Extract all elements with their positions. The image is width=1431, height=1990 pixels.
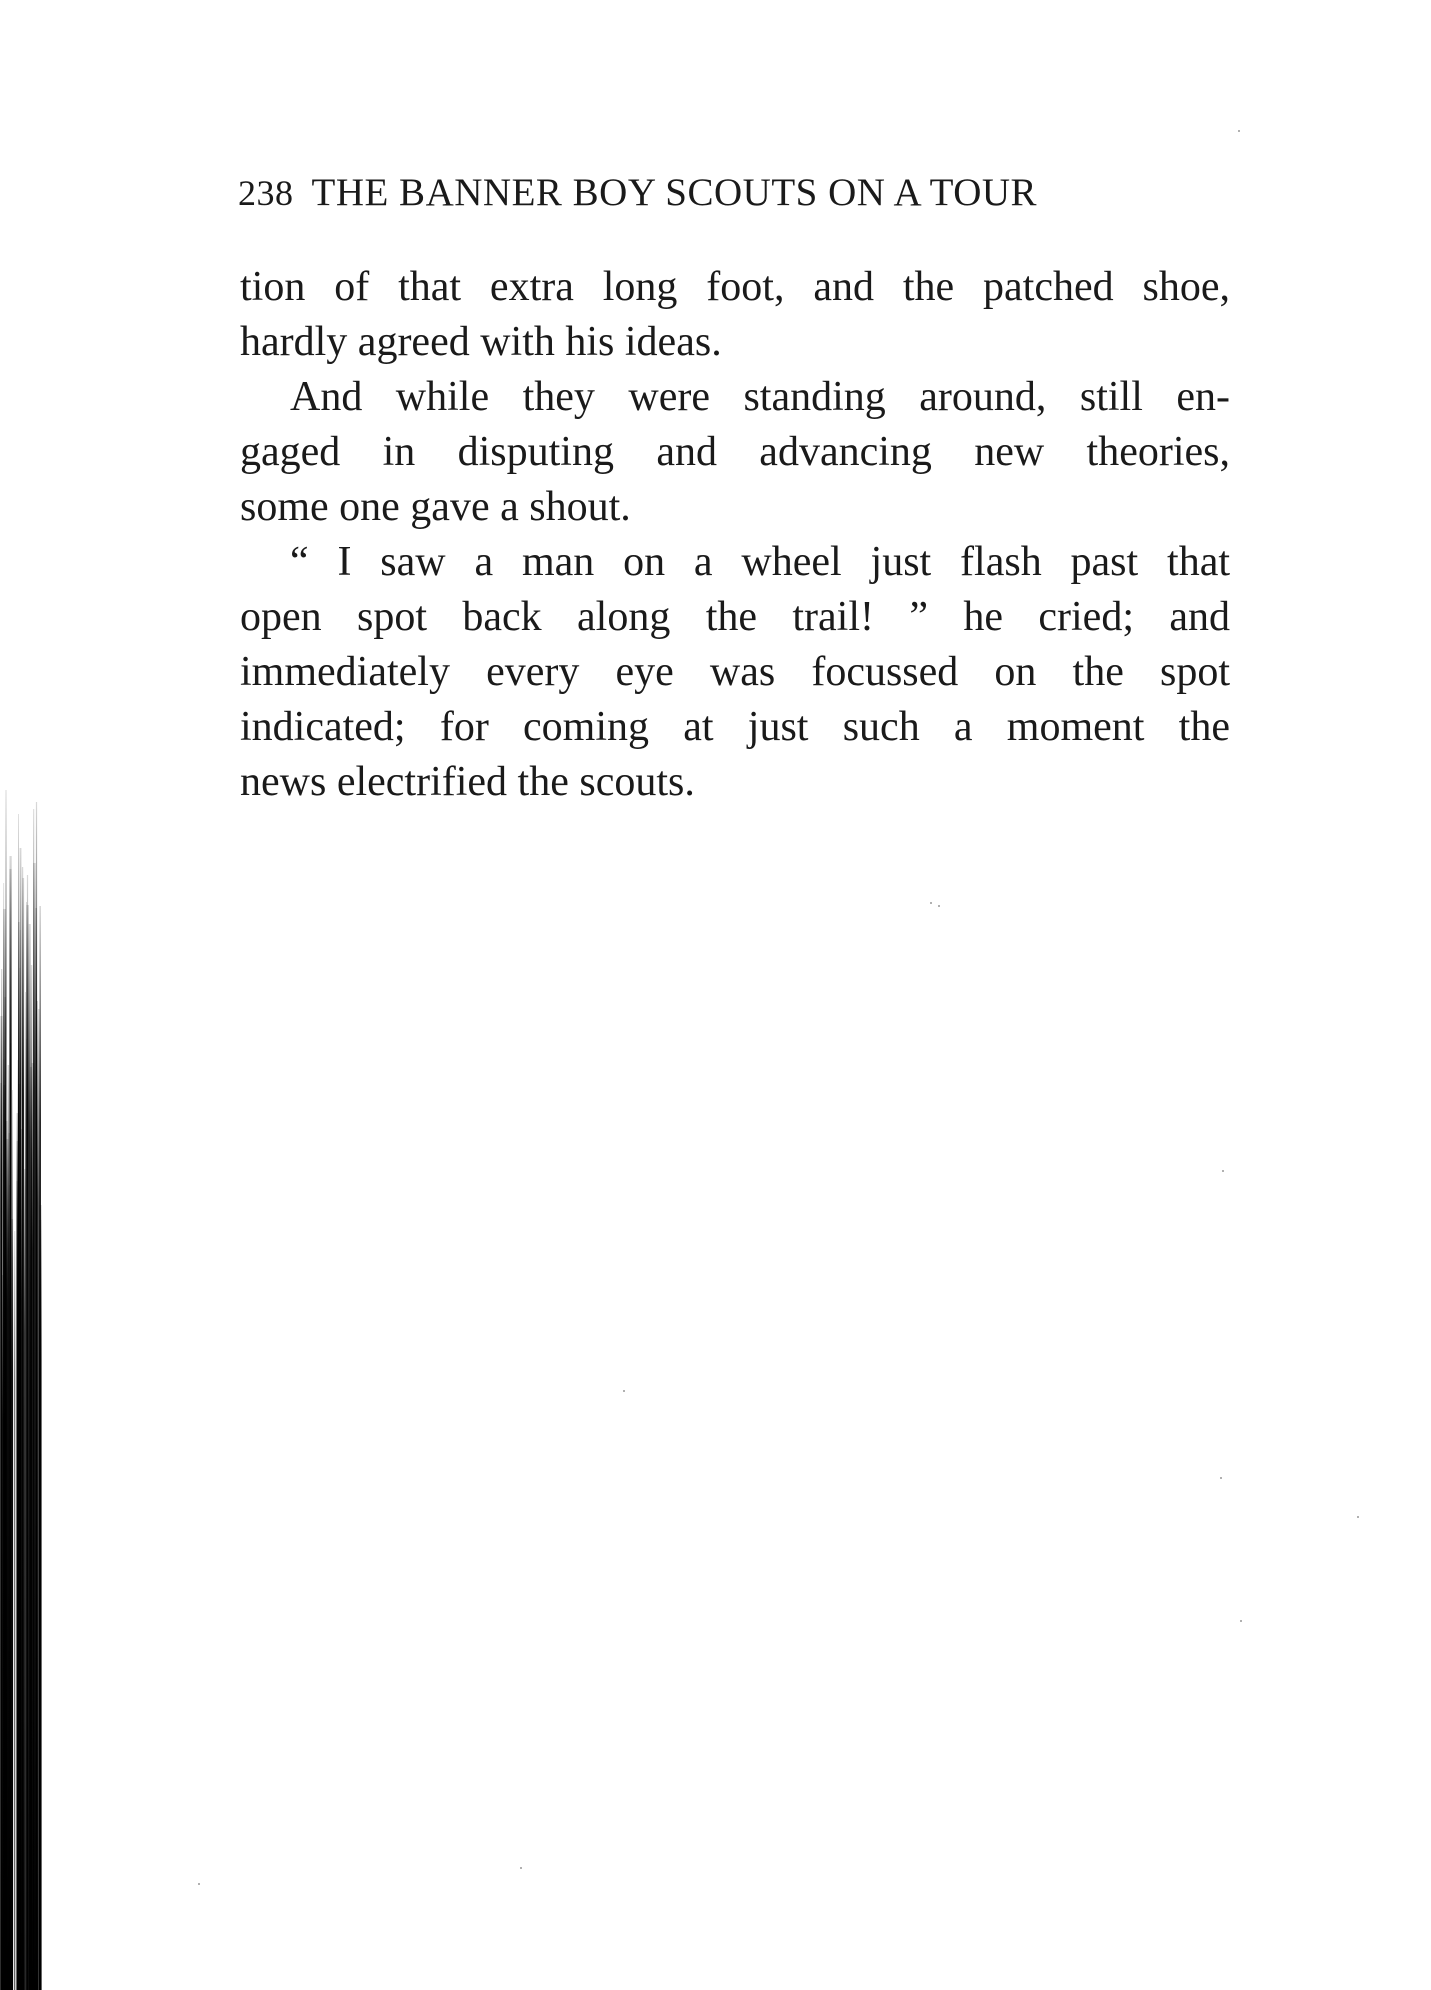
paper-speck — [520, 1867, 522, 1869]
paper-speck — [623, 1390, 625, 1392]
paper-speck — [930, 902, 932, 904]
text-line: hardly agreed with his ideas. — [240, 319, 722, 365]
text-line: indicated; for coming at just such a moment the — [240, 704, 1230, 750]
binding-streak — [26, 905, 29, 1990]
binding-streak — [0, 1016, 2, 1990]
binding-streak — [5, 1121, 8, 1990]
binding-streak — [18, 1233, 21, 1990]
paper-speck — [1222, 1170, 1224, 1172]
text-line: gaged in disputing and advancing new theories, — [240, 429, 1230, 475]
text-line: open spot back along the trail! ” he cried; and — [240, 594, 1230, 640]
text-line: “ I saw a man on a wheel just flash past that — [290, 539, 1230, 585]
body-text — [240, 260, 1230, 810]
paper-speck — [1238, 130, 1240, 132]
running-head — [238, 170, 1228, 216]
text-line: And while they were standing around, still en- — [290, 374, 1230, 420]
paper-speck — [1357, 1516, 1359, 1518]
binding-streak — [36, 1001, 38, 1990]
binding-streak — [25, 992, 26, 1990]
text-line: some one gave a shout. — [240, 484, 631, 530]
paper-speck — [938, 905, 940, 907]
binding-streak — [14, 1231, 15, 1990]
binding-streak — [40, 1205, 42, 1990]
paper-speck — [1220, 1477, 1222, 1479]
paper-speck — [198, 1883, 200, 1885]
text-line: tion of that extra long foot, and the patched shoe, — [240, 264, 1230, 310]
binding-streak — [9, 1185, 10, 1990]
binding-streak — [29, 924, 31, 1990]
running-title: THE BANNER BOY SCOUTS ON A TOUR — [311, 171, 1038, 214]
page-number: 238 — [238, 173, 294, 213]
binding-streak — [3, 883, 4, 1990]
binding-streak — [32, 1063, 35, 1990]
text-line: immediately every eye was focussed on the spot — [240, 649, 1230, 695]
text-line: news electrified the scouts. — [240, 759, 695, 805]
binding-shadow — [0, 790, 44, 1990]
paper-speck — [1240, 1620, 1242, 1622]
binding-streak — [17, 1141, 19, 1990]
binding-streak — [12, 1090, 13, 1990]
